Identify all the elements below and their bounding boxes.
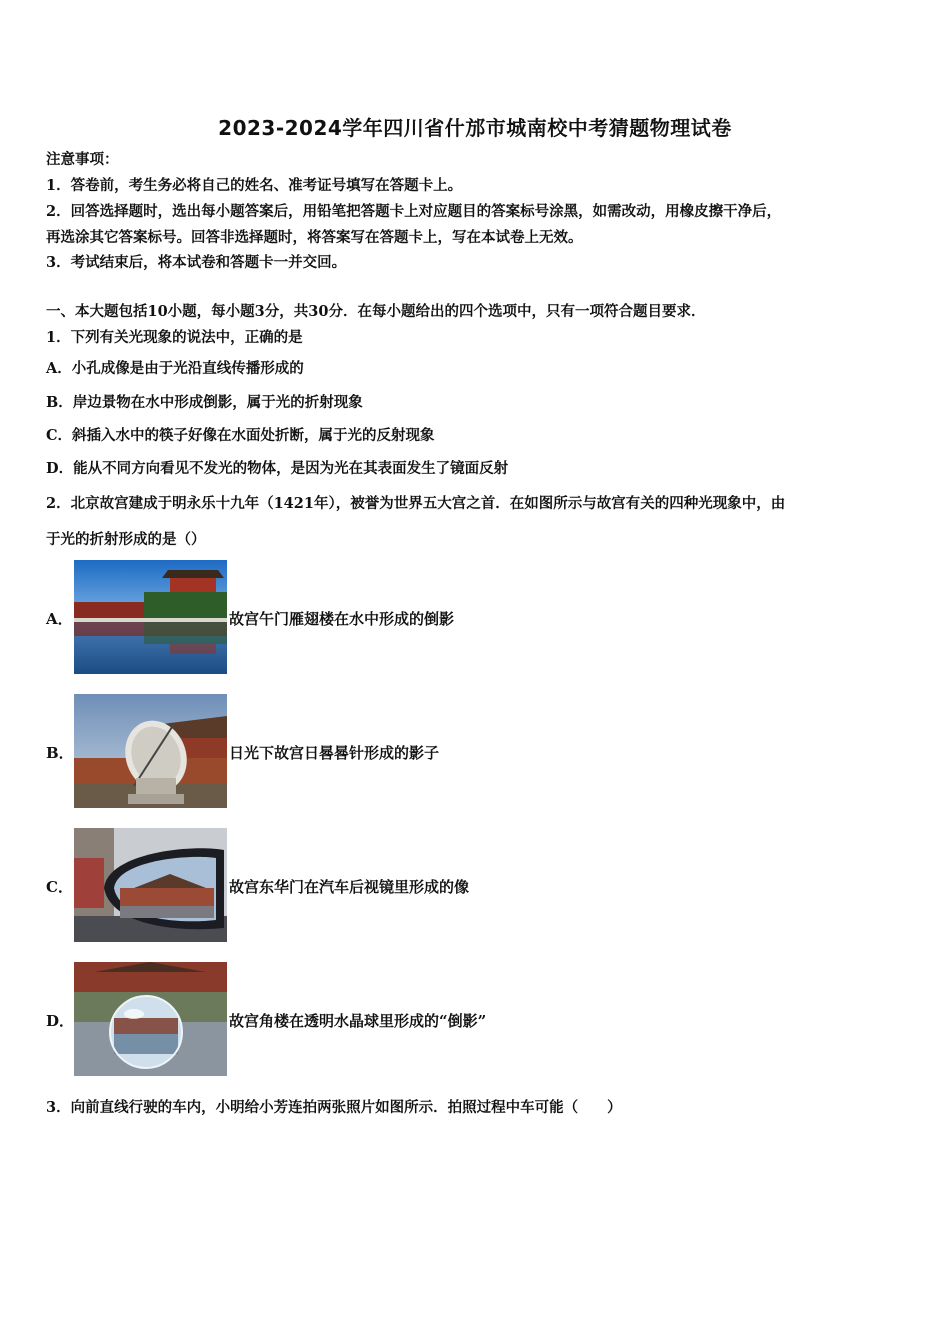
question-1-option-d: D．能从不同方向看见不发光的物体，是因为光在其表面发生了镜面反射 [46, 460, 509, 477]
notice-item-1: 1．答卷前，考生务必将自己的姓名、准考证号填写在答题卡上。 [46, 177, 463, 194]
crystal-ball-photo [74, 962, 227, 1076]
notice-item-2-line-2: 再选涂其它答案标号。回答非选择题时，将答案写在答题卡上，写在本试卷上无效。 [46, 229, 583, 246]
question-2-stem-line-1: 2．北京故宫建成于明永乐十九年（1421年），被誉为世界五大宫之首．在如图所示与故宫有关的四种光现象中，由 [46, 495, 786, 512]
question-1-option-a: A．小孔成像是由于光沿直线传播形成的 [46, 360, 304, 377]
car-mirror-photo [74, 828, 227, 942]
page-title: 2023-2024学年四川省什邡市城南校中考猜题物理试卷 [218, 116, 732, 140]
meridian-gate-reflection-photo [74, 560, 227, 674]
option-text: 日光下故宫日晷晷针形成的影子 [229, 744, 440, 762]
option-text: 故宫午门雁翅楼在水中形成的倒影 [229, 610, 455, 628]
sundial-photo [74, 694, 227, 808]
notice-item-2-line-1: 2．回答选择题时，选出每小题答案后，用铅笔把答题卡上对应题目的答案标号涂黑，如需改动，用橡皮擦干净后， [46, 203, 782, 220]
question-1-option-b: B．岸边景物在水中形成倒影，属于光的折射现象 [46, 394, 363, 411]
question-1-option-c: C．斜插入水中的筷子好像在水面处折断，属于光的反射现象 [46, 427, 435, 444]
question-2-stem-line-2: 于光的折射形成的是（） [46, 531, 206, 548]
option-text: 故宫角楼在透明水晶球里形成的“倒影” [229, 1012, 487, 1030]
section-heading: 一、本大题包括10小题，每小题3分，共30分．在每小题给出的四个选项中，只有一项符合题目要求． [46, 303, 706, 320]
option-text: 故宫东华门在汽车后视镜里形成的像 [229, 878, 470, 896]
notice-heading: 注意事项： [46, 151, 119, 168]
option-letter: B． [46, 744, 74, 762]
option-letter: A． [46, 610, 73, 628]
question-3-stem: 3．向前直线行驶的车内，小明给小芳连拍两张照片如图所示．拍照过程中车可能（ ） [46, 1099, 622, 1116]
option-letter: D． [46, 1012, 75, 1030]
option-letter: C． [46, 878, 73, 896]
notice-item-3: 3．考试结束后，将本试卷和答题卡一并交回。 [46, 254, 347, 271]
question-1-stem: 1．下列有关光现象的说法中，正确的是 [46, 329, 303, 346]
